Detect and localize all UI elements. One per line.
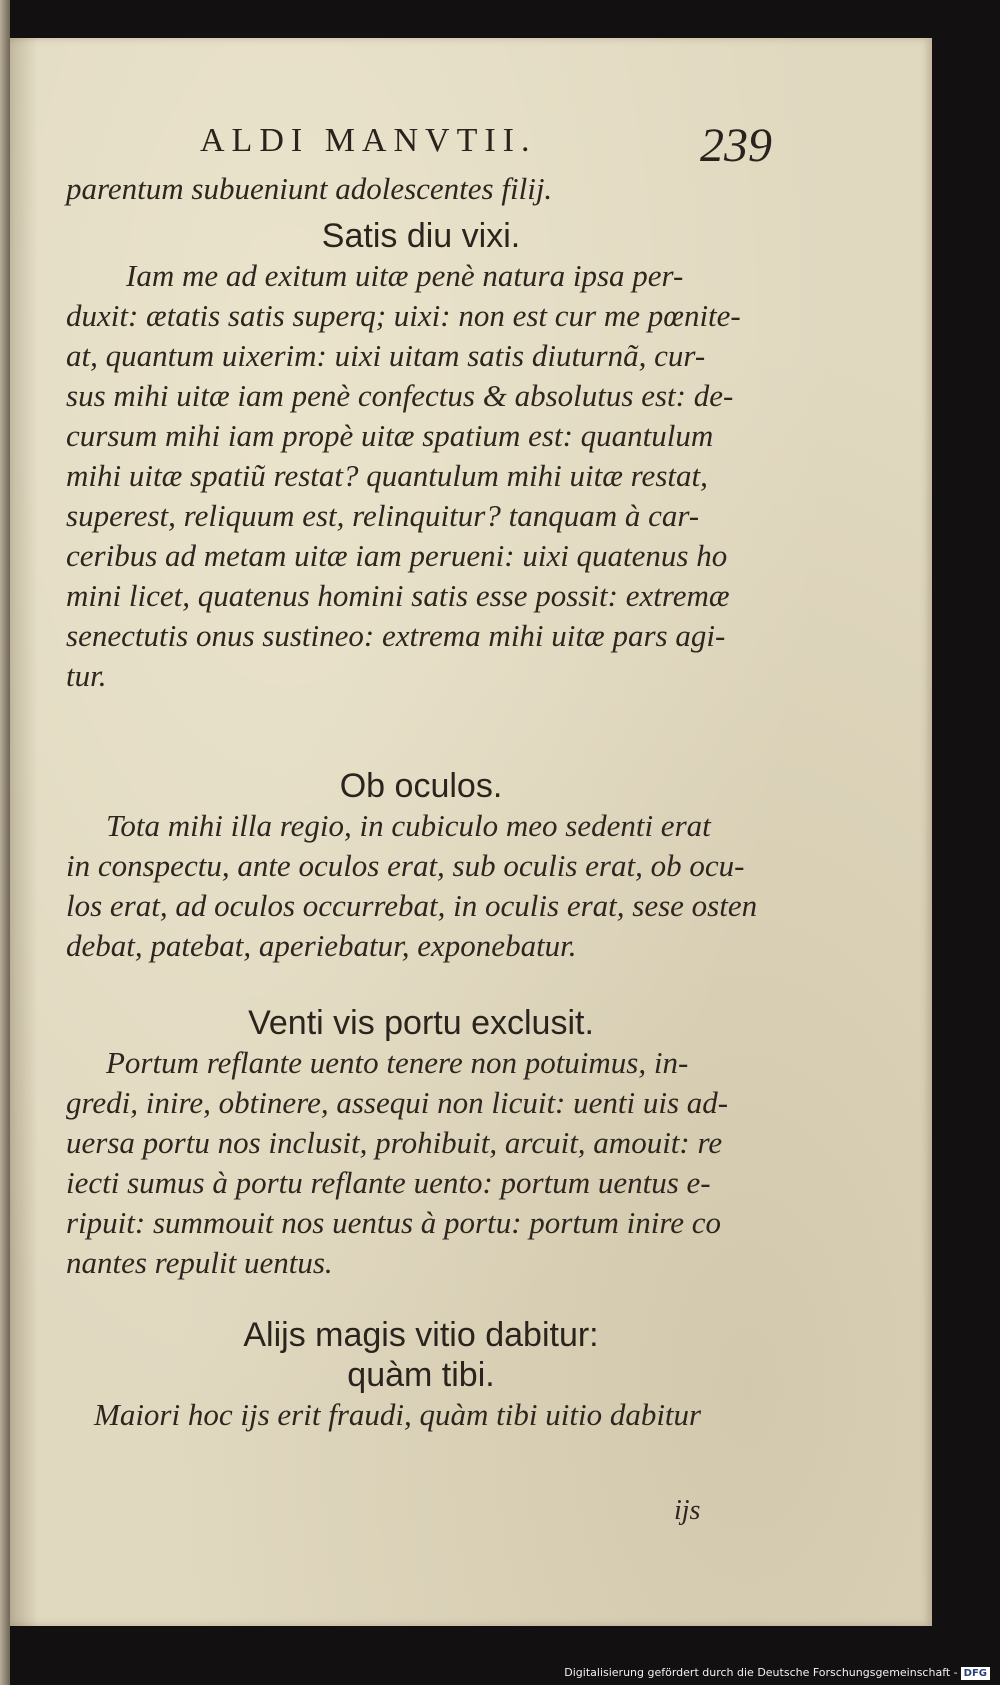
credit-text: Digitalisierung gefördert durch die Deutsche Forschungsgemeinschaft - [564,1666,958,1679]
section-alijs-magis [66,1315,776,1435]
text-line: tur. [66,658,107,693]
section-heading-continued: quàm tibi. [347,1356,495,1394]
section-venti-vis [66,1003,776,1283]
page-number: 239 [700,119,772,172]
text-line: senectutis onus sustineo: extrema mihi uitæ pars agi- [66,618,726,653]
text-line: mihi uitæ spatiũ restat? quantulum mihi uitæ restat, [66,458,708,493]
text-line: duxit: ætatis satis superq; uixi: non est cur me pœnite- [66,298,741,333]
text-line: ripuit: summouit nos uentus à portu: portum inire co [66,1205,722,1240]
running-head: ALDI MANVTII. [200,122,537,159]
text-line: sus mihi uitæ iam penè confectus & absolutus est: de- [66,378,734,413]
text-line: parentum subueniunt adolescentes filij. [66,171,553,206]
digitization-credit [564,1666,990,1680]
section-satis-diu-vixi [66,216,776,696]
section-heading: Satis diu vixi. [321,217,521,255]
text-line: Iam me ad exitum uitæ penè natura ipsa per- [126,258,684,293]
book-page [10,38,932,1626]
section-ob-oculos [66,766,776,966]
section-heading: Ob oculos. [339,767,503,805]
text-line: Portum reflante uento tenere non potuimus, in- [106,1045,689,1080]
book-spine [0,0,10,1685]
dfg-logo: DFG [961,1667,990,1680]
text-line: Tota mihi illa regio, in cubiculo meo sedenti erat [106,808,711,843]
section-heading: Venti vis portu exclusit. [248,1004,594,1042]
text-line: ceribus ad metam uitæ iam perueni: uixi quatenus ho [66,538,728,573]
text-line: debat, patebat, aperiebatur, exponebatur. [66,928,577,963]
text-line: uersa portu nos inclusit, prohibuit, arcuit, amouit: re [66,1125,723,1160]
text-line: gredi, inire, obtinere, assequi non licuit: uenti uis ad- [66,1085,729,1120]
section-heading: Alijs magis vitio dabitur: [243,1316,599,1354]
text-line: los erat, ad oculos occurrebat, in oculis erat, sese osten [66,888,758,923]
text-line: iecti sumus à portu reflante uento: portum uentus e- [66,1165,711,1200]
catchword: ijs [674,1495,701,1526]
text-line: Maiori hoc ijs erit fraudi, quàm tibi uitio dabitur [94,1397,702,1432]
text-line: superest, reliquum est, relinquitur? tanquam à car- [66,498,700,533]
text-line: mini licet, quatenus homini satis esse possit: extremæ [66,578,730,613]
paragraph-continuation [66,169,776,209]
text-line: nantes repulit uentus. [66,1245,333,1280]
text-line: cursum mihi iam propè uitæ spatium est: quantulum [66,418,714,453]
text-line: in conspectu, ante oculos erat, sub oculis erat, ob ocu- [66,848,745,883]
text-line: at, quantum uixerim: uixi uitam satis diuturnã, cur- [66,338,706,373]
